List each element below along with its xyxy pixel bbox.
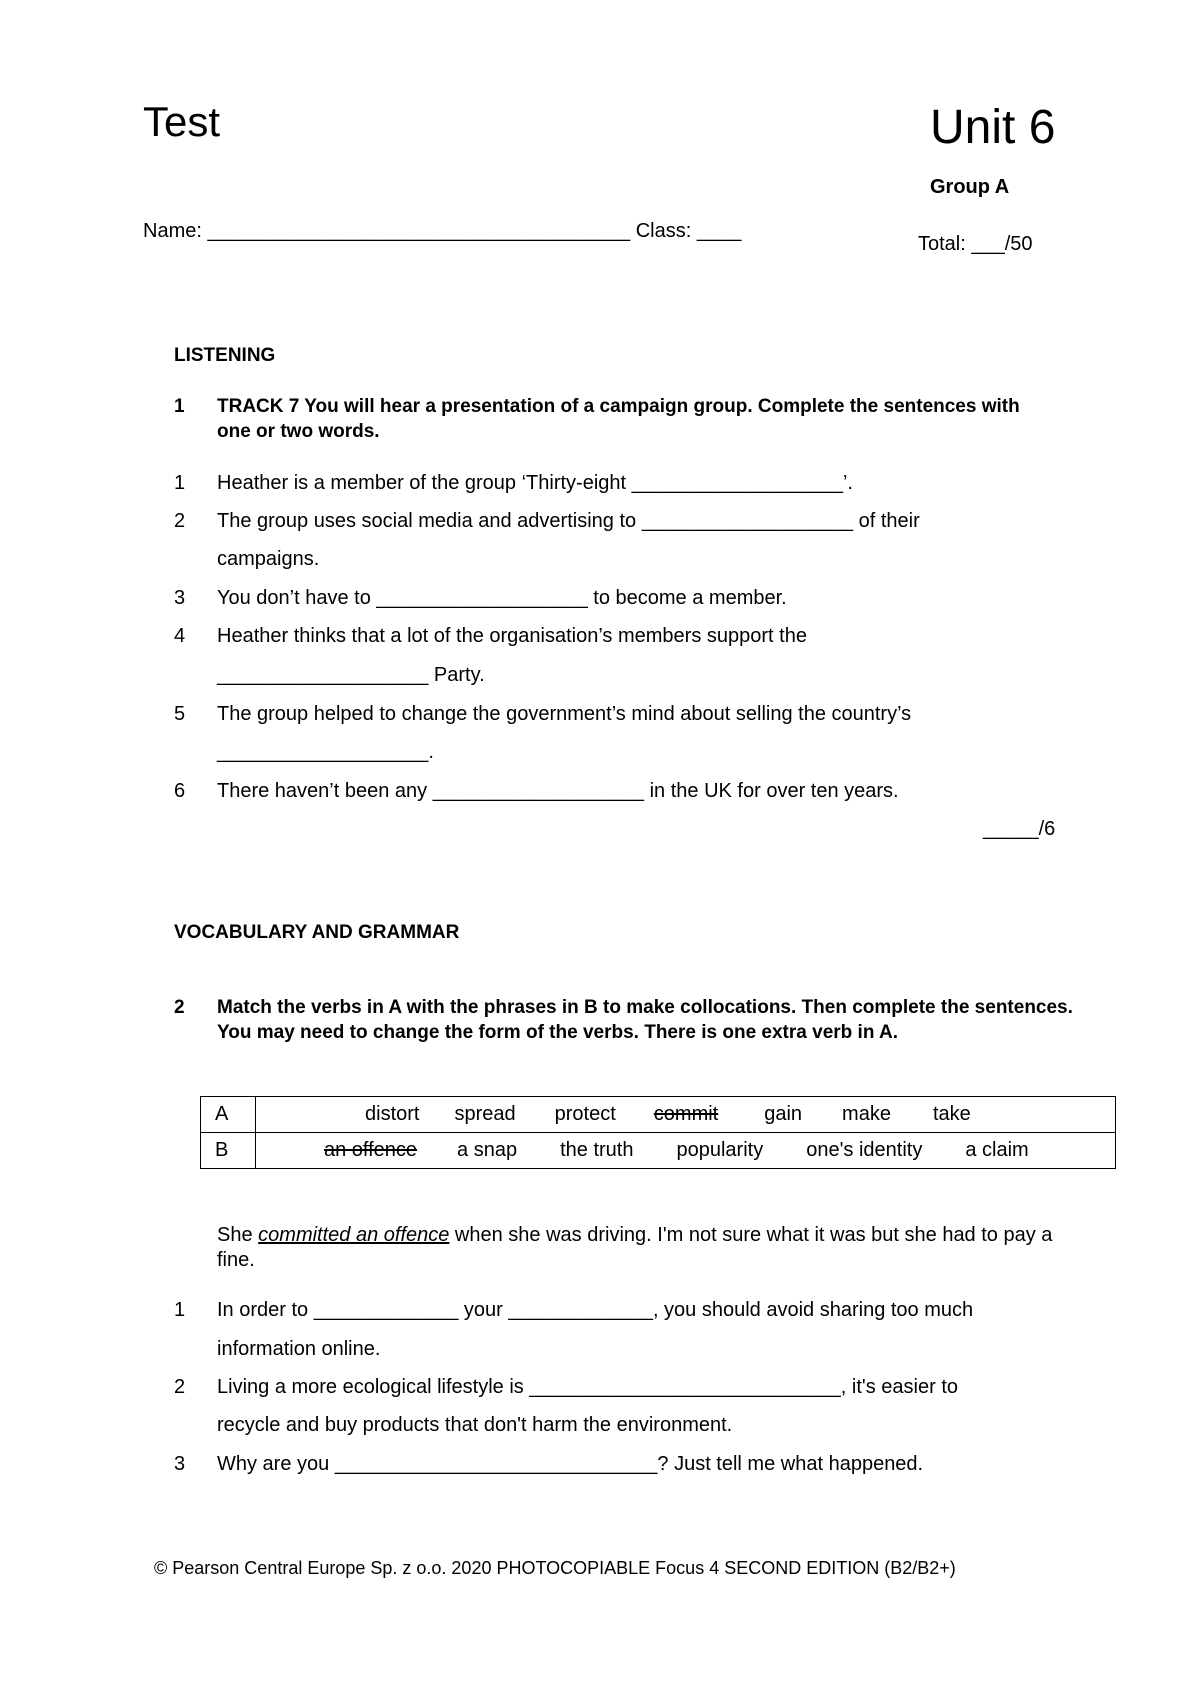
footer-copyright: © Pearson Central Europe Sp. z o.o. 2020 PHOTOCOPIABLE Focus 4 SECOND EDITION (B2/B2+) bbox=[154, 1558, 956, 1578]
task-2-instruction: Match the verbs in A with the phrases in B to make collocations. Then complete the sentences. You may need to change the form of the verbs. There is one extra verb in A. bbox=[217, 997, 1073, 1043]
row-a-words bbox=[256, 1097, 1116, 1133]
phrase-b: a claim bbox=[965, 1139, 1029, 1161]
listening-item-number: 2 bbox=[174, 510, 186, 532]
task-1-instruction: TRACK 7 You will hear a presentation of a campaign group. Complete the sentences with one or two words. bbox=[217, 396, 1020, 442]
listening-item: There haven’t been any ___________________ in the UK for over ten years. bbox=[217, 780, 899, 802]
listening-score: _____/6 bbox=[983, 818, 1056, 840]
listening-item: Heather thinks that a lot of the organisation’s members support the bbox=[217, 625, 807, 647]
name-class-field: Name: ______________________________________ Class: ____ bbox=[143, 220, 742, 242]
total-score-field: Total: ___/50 bbox=[918, 233, 1033, 255]
listening-item-continued: ___________________. bbox=[217, 741, 434, 763]
word-a: take bbox=[932, 1103, 971, 1125]
phrase-b-example: an offence bbox=[324, 1139, 418, 1161]
vocab-item: Why are you _____________________________? Just tell me what happened. bbox=[217, 1453, 924, 1475]
example-start: She bbox=[217, 1224, 259, 1246]
task-1-number: 1 bbox=[174, 396, 185, 417]
vocab-item-number: 1 bbox=[174, 1299, 186, 1321]
vocab-item: In order to _____________ your _____________, you should avoid sharing too much bbox=[217, 1299, 974, 1321]
example-answer: committed an offence bbox=[258, 1224, 450, 1246]
listening-item: The group uses social media and advertising to ___________________ of their bbox=[217, 510, 920, 532]
vocab-item: Living a more ecological lifestyle is ____________________________, it's easier to bbox=[217, 1376, 959, 1398]
word-a: protect bbox=[554, 1103, 616, 1125]
row-b bbox=[201, 1133, 1116, 1169]
phrase-b: popularity bbox=[676, 1139, 764, 1161]
row-b-label: B bbox=[201, 1133, 256, 1169]
vocab-section-title: VOCABULARY AND GRAMMAR bbox=[174, 922, 460, 943]
word-a-example: commit bbox=[653, 1103, 719, 1125]
phrase-b: one's identity bbox=[806, 1139, 923, 1161]
vocab-item-number: 2 bbox=[174, 1376, 186, 1398]
listening-item-number: 4 bbox=[174, 625, 186, 647]
word-a: make bbox=[842, 1103, 891, 1125]
phrase-b: the truth bbox=[560, 1139, 634, 1161]
word-a: distort bbox=[365, 1103, 420, 1125]
group-label: Group A bbox=[930, 176, 1010, 198]
unit-title: Unit 6 bbox=[930, 101, 1056, 154]
listening-item-continued: ___________________ Party. bbox=[217, 664, 485, 686]
listening-item-number: 5 bbox=[174, 703, 186, 725]
task-2-number: 2 bbox=[174, 997, 185, 1018]
phrase-b: a snap bbox=[457, 1139, 518, 1161]
vocab-item-continued: recycle and buy products that don't harm the environment. bbox=[217, 1414, 733, 1436]
listening-section-title: LISTENING bbox=[174, 345, 276, 366]
listening-item: Heather is a member of the group ‘Thirty-eight ___________________’. bbox=[217, 472, 853, 494]
row-a-label: A bbox=[201, 1097, 256, 1133]
listening-item: The group helped to change the government’s mind about selling the country’s bbox=[217, 703, 912, 725]
listening-item-continued: campaigns. bbox=[217, 548, 320, 570]
word-a: spread bbox=[454, 1103, 516, 1125]
word-a: gain bbox=[764, 1103, 803, 1125]
row-b-phrases bbox=[256, 1133, 1116, 1169]
listening-item-number: 1 bbox=[174, 472, 186, 494]
listening-item: You don’t have to ___________________ to become a member. bbox=[217, 587, 787, 609]
row-a bbox=[201, 1097, 1116, 1133]
vocab-item-continued: information online. bbox=[217, 1338, 381, 1360]
listening-item-number: 6 bbox=[174, 780, 186, 802]
listening-item-number: 3 bbox=[174, 587, 186, 609]
example-sentence bbox=[217, 1223, 1077, 1273]
page-title: Test bbox=[143, 98, 221, 145]
example-end: when she was driving. I'm not sure what it was but she had to pay a fine. bbox=[217, 1224, 1053, 1271]
collocation-table bbox=[200, 1096, 1116, 1169]
vocab-item-number: 3 bbox=[174, 1453, 186, 1475]
